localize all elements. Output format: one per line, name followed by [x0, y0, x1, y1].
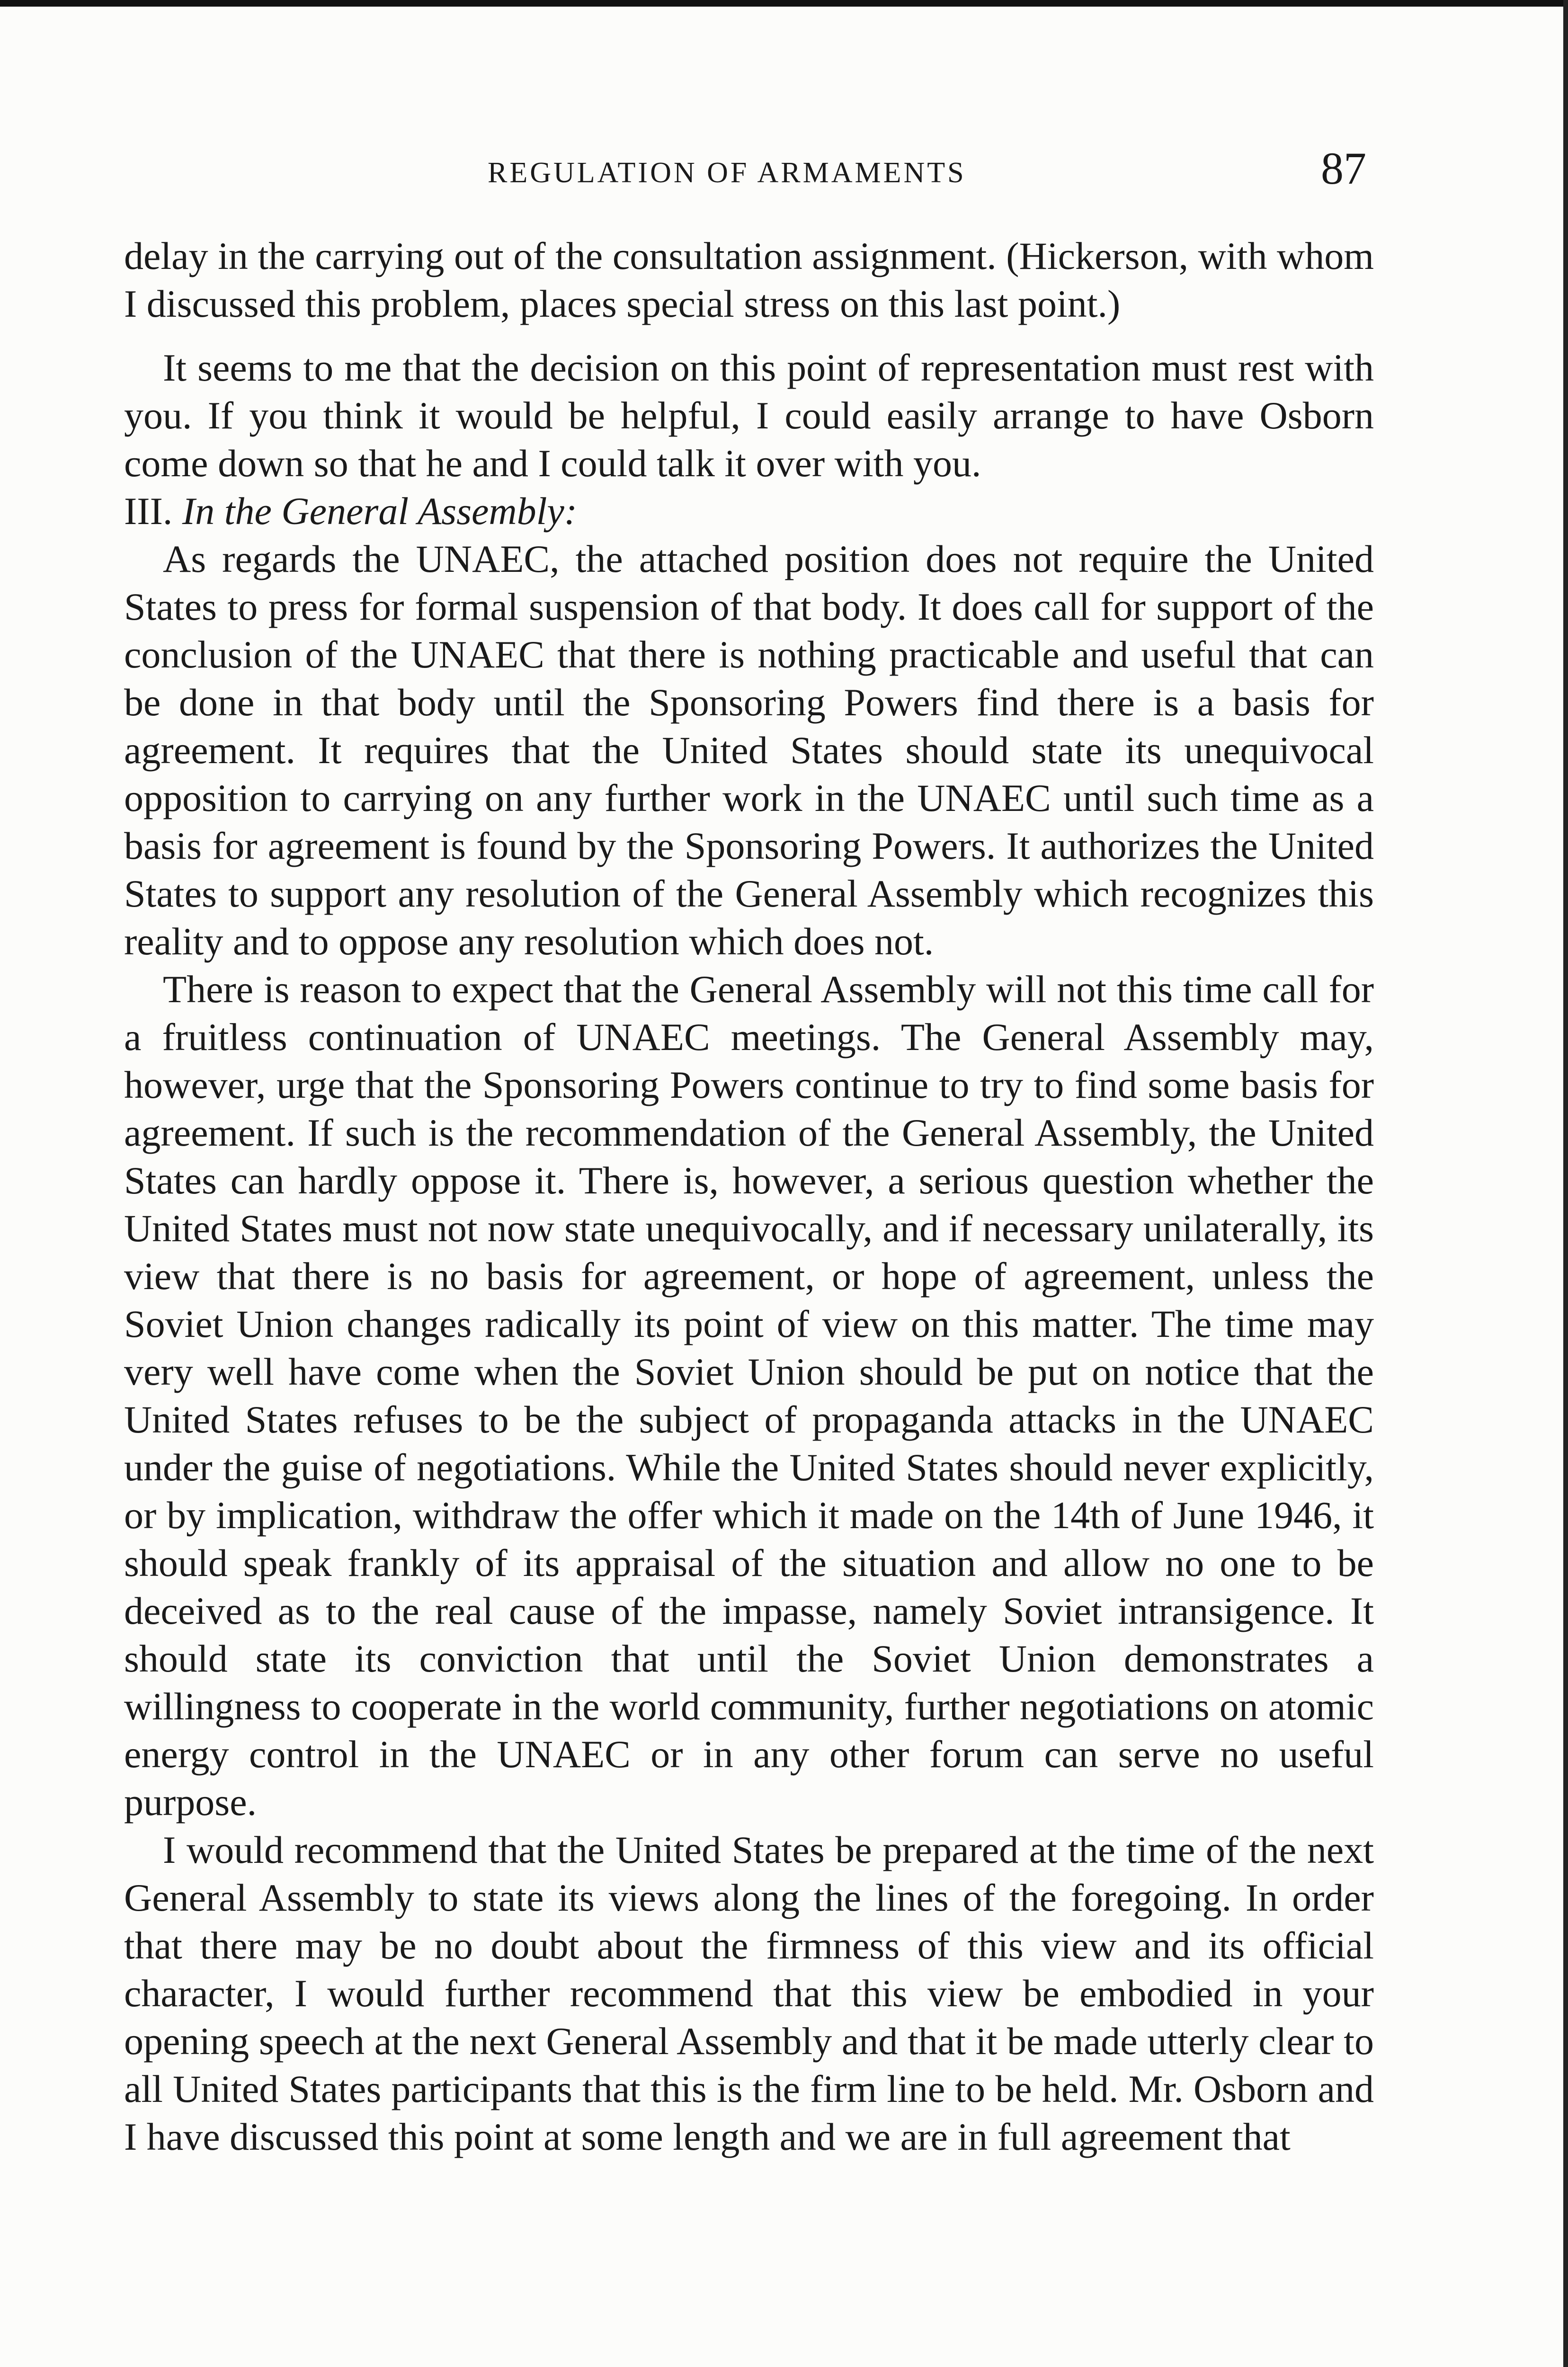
paragraph-recommend: I would recommend that the United States be prepared at the time of the next General Assembly to state its views along the lines of the foregoing. In order that there may be no doubt about the firmness of this view and its official character, I would further recommend that this view be embodied in your opening speech at the next General Assembly and that it be made utterly clear to all United States participants that this is the firm line to be held. Mr. Osborn and I have discussed this point at some length and we are in full agreement that	[124, 1828, 1374, 2158]
paragraph-unaec: As regards the UNAEC, the attached position does not require the United States to press for formal suspension of that body. It does call for support of the conclusion of the UNAEC that there is nothing practicable and useful that can be done in that body until the Sponsoring Powers find there is a basis for agreement. It requires that the United States should state its unequivocal opposition to carrying on any further work in the UNAEC until such time as a basis for agreement is found by the Sponsoring Powers. It authorizes the United States to support any resolution of the General Assembly which recognizes this reality and to oppose any resolution which does not.	[124, 537, 1374, 963]
right-edge-shadow	[1563, 0, 1568, 2367]
body-text	[124, 232, 1374, 2161]
section-heading	[124, 487, 1374, 535]
paragraph-reason: There is reason to expect that the General Assembly will not this time call for a fruitless continuation of UNAEC meetings. The General Assembly may, however, urge that the Sponsoring Powers continue to try to find some basis for agreement. If such is the recommendation of the General Assembly, the United States can hardly oppose it. There is, however, a serious question whether the United States must not now state unequivocally, and if necessary unilaterally, its view that there is no basis for agreement, or hope of agreement, unless the Soviet Union changes radically its point of view on this matter. The time may very well have come when the Soviet Union should be put on notice that the United States refuses to be the subject of propaganda attacks in the UNAEC under the guise of negotiations. While the United States should never explicitly, or by implication, withdraw the offer which it made on the 14th of June 1946, it should speak frankly of its appraisal of the situation and allow no one to be deceived as to the real cause of the impasse, namely Soviet intransigence. It should state its conviction that until the Soviet Union demonstrates a willingness to cooperate in the world community, further negotiations on atomic energy control in the UNAEC or in any other forum can serve no useful purpose.	[124, 968, 1374, 1824]
section-title: In the General Assembly:	[182, 489, 578, 533]
running-head: REGULATION OF ARMAMENTS	[488, 157, 966, 189]
section-number: III.	[124, 489, 173, 533]
top-edge-rule	[0, 0, 1568, 7]
paragraph-continued: delay in the carrying out of the consultation assignment. (Hickerson, with whom I discussed this problem, places special stress on this last point.)	[124, 234, 1374, 325]
paragraph-representation: It seems to me that the decision on this point of representation must rest with you. If you think it would be helpful, I could easily arrange to have Osborn come down so that he and I could talk it over with you.	[124, 346, 1374, 485]
page-number: 87	[1321, 143, 1366, 194]
